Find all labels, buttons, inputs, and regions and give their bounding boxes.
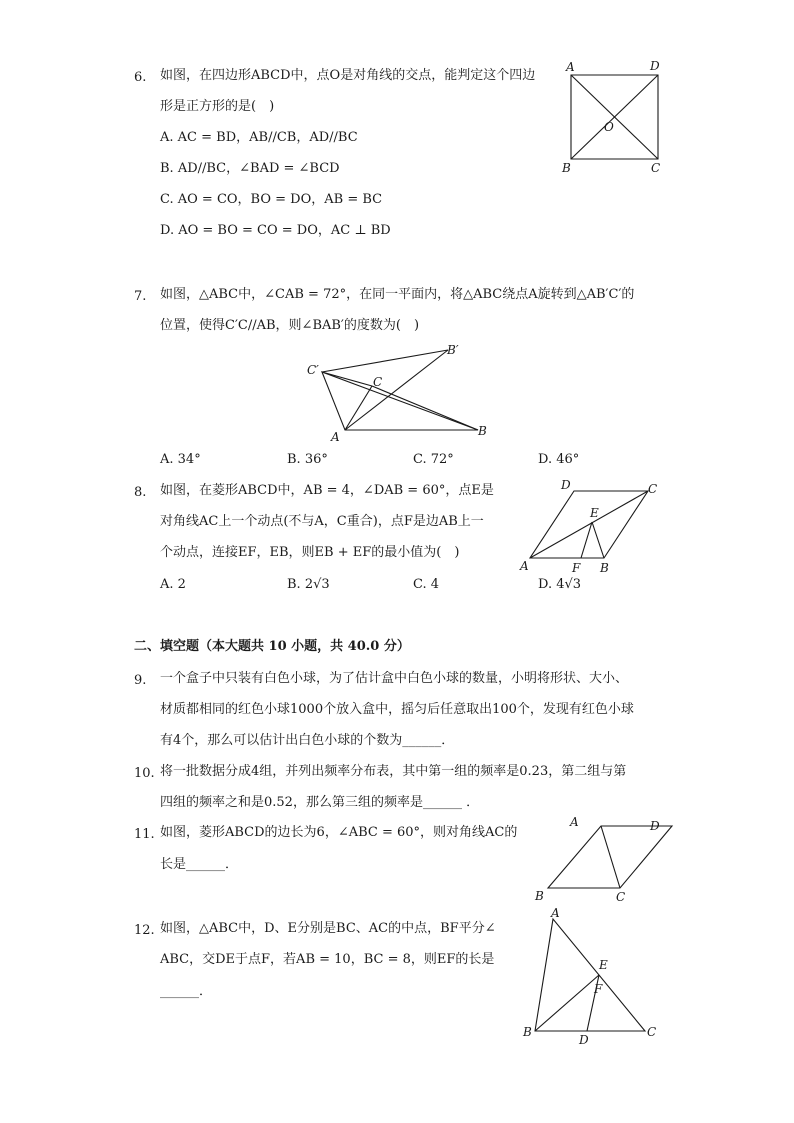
q6-label-c: C	[651, 161, 661, 175]
q7-segment-cpbp	[322, 350, 448, 372]
q8-label-e: E	[590, 506, 599, 520]
section-fill-in-title: 二、填空题（本大题共 10 小题，共 40.0 分）	[134, 639, 410, 654]
q12-triangle-figure	[515, 905, 665, 1050]
q7-stem-line1: 如图，△ABC中，∠CAB = 72°，在同一平面内，将△ABC绕点A旋转到△AB′C′的	[160, 287, 635, 302]
q12-stem-line1: 如图，△ABC中，D、E分别是BC、AC的中点，BF平分∠	[160, 921, 496, 936]
q9-stem-line3: 有4个，那么可以估计出白色小球的个数为______．	[160, 733, 455, 748]
q8-segment-eb	[592, 522, 604, 558]
q11-number: 11.	[134, 827, 155, 842]
q9-number: 9.	[134, 673, 147, 688]
q8-stem-line1: 如图，在菱形ABCD中，AB = 4，∠DAB = 60°，点E是	[160, 483, 494, 498]
q11-diagonal-ac	[601, 826, 620, 888]
q11-stem-line2: 长是______．	[160, 857, 239, 872]
q8-number: 8.	[134, 485, 147, 500]
q8-label-c: C	[648, 482, 658, 496]
q7-option-c[interactable]: C. 72°	[413, 452, 454, 467]
q6-option-d[interactable]: D. AO = BO = CO = DO，AC ⊥ BD	[160, 223, 391, 238]
q9-stem-line1: 一个盒子中只装有白色小球，为了估计盒中白色小球的数量，小明将形状、大小、	[160, 671, 629, 686]
q7-segment-cb	[372, 386, 478, 430]
q9-stem-line2: 材质都相同的红色小球1000个放入盒中，摇匀后任意取出100个，发现有红色小球	[160, 702, 634, 717]
q6-label-o: O	[604, 120, 614, 134]
q8-stem-line3: 个动点，连接EF，EB，则EB + EF的最小值为( )	[160, 545, 460, 560]
q8-option-d[interactable]: D. 4√3	[538, 577, 582, 592]
q11-label-a: A	[570, 815, 579, 829]
q12-label-d: D	[579, 1033, 589, 1047]
q8-option-c[interactable]: C. 4	[413, 577, 440, 592]
q12-label-c: C	[647, 1025, 657, 1039]
q6-stem-line2: 形是正方形的是( )	[160, 99, 275, 114]
q8-diagonal-ac	[530, 491, 648, 558]
q7-rotation-figure	[300, 340, 500, 445]
q8-label-a: A	[520, 559, 529, 573]
q12-triangle-abc-outline	[535, 919, 645, 1031]
q6-option-a[interactable]: A. AC = BD，AB//CB，AD//BC	[160, 130, 358, 145]
q12-stem-line2: ABC，交DE于点F，若AB = 10，BC = 8，则EF的长是	[160, 952, 495, 967]
q8-option-b[interactable]: B. 2√3	[287, 577, 330, 592]
q12-label-b: B	[523, 1025, 532, 1039]
q6-number: 6.	[134, 70, 147, 85]
q10-number: 10.	[134, 766, 155, 781]
q7-label-a: A	[331, 430, 340, 444]
q12-bisector-bf	[535, 975, 599, 1031]
q6-stem-line1: 如图，在四边形ABCD中，点O是对角线的交点，能判定这个四边	[160, 68, 536, 83]
q7-label-cprime: C′	[307, 363, 319, 377]
q6-option-c[interactable]: C. AO = CO，BO = DO，AB = BC	[160, 192, 383, 207]
q6-label-a: A	[566, 60, 575, 74]
q7-segment-ac	[345, 386, 372, 430]
q12-number: 12.	[134, 923, 155, 938]
q12-label-f: F	[594, 982, 603, 996]
q11-rhombus-figure	[528, 812, 678, 907]
q7-segment-abp	[345, 350, 448, 430]
q11-label-b: B	[535, 889, 544, 903]
q7-option-a[interactable]: A. 34°	[160, 452, 201, 467]
q8-rhombus-figure	[510, 475, 670, 580]
q11-stem-line1: 如图，菱形ABCD的边长为6，∠ABC = 60°，则对角线AC的	[160, 825, 518, 840]
q11-label-c: C	[616, 890, 626, 904]
q12-label-a: A	[551, 906, 560, 920]
q7-label-b: B	[478, 424, 487, 438]
q6-label-b: B	[562, 161, 571, 175]
q6-option-b[interactable]: B. AD//BC，∠BAD = ∠BCD	[160, 161, 340, 176]
q7-triangle-abc-outline	[322, 372, 478, 430]
q12-stem-line3: ______．	[160, 984, 213, 999]
q6-label-d: D	[650, 59, 660, 73]
q7-label-c: C	[373, 375, 383, 389]
q10-stem-line2: 四组的频率之和是0.52，那么第三组的频率是______ ．	[160, 795, 480, 810]
q7-label-bprime: B′	[447, 343, 459, 357]
q7-option-d[interactable]: D. 46°	[538, 452, 580, 467]
q8-stem-line2: 对角线AC上一个动点(不与A，C重合)，点F是边AB上一	[160, 514, 484, 529]
q7-number: 7.	[134, 289, 147, 304]
q11-label-d: D	[650, 819, 660, 833]
q8-option-a[interactable]: A. 2	[160, 577, 186, 592]
q6-square-figure	[555, 55, 675, 180]
q8-label-f: F	[572, 561, 581, 575]
q12-label-e: E	[599, 958, 608, 972]
q10-stem-line1: 将一批数据分成4组，并列出频率分布表，其中第一组的频率是0.23，第二组与第	[160, 764, 627, 779]
q8-label-d: D	[561, 478, 571, 492]
q8-segment-ef	[581, 522, 592, 558]
q7-stem-line2: 位置，使得C′C//AB，则∠BAB′的度数为( )	[160, 318, 420, 333]
q7-option-b[interactable]: B. 36°	[287, 452, 328, 467]
q7-segment-cpc	[322, 372, 372, 386]
q8-label-b: B	[600, 561, 609, 575]
